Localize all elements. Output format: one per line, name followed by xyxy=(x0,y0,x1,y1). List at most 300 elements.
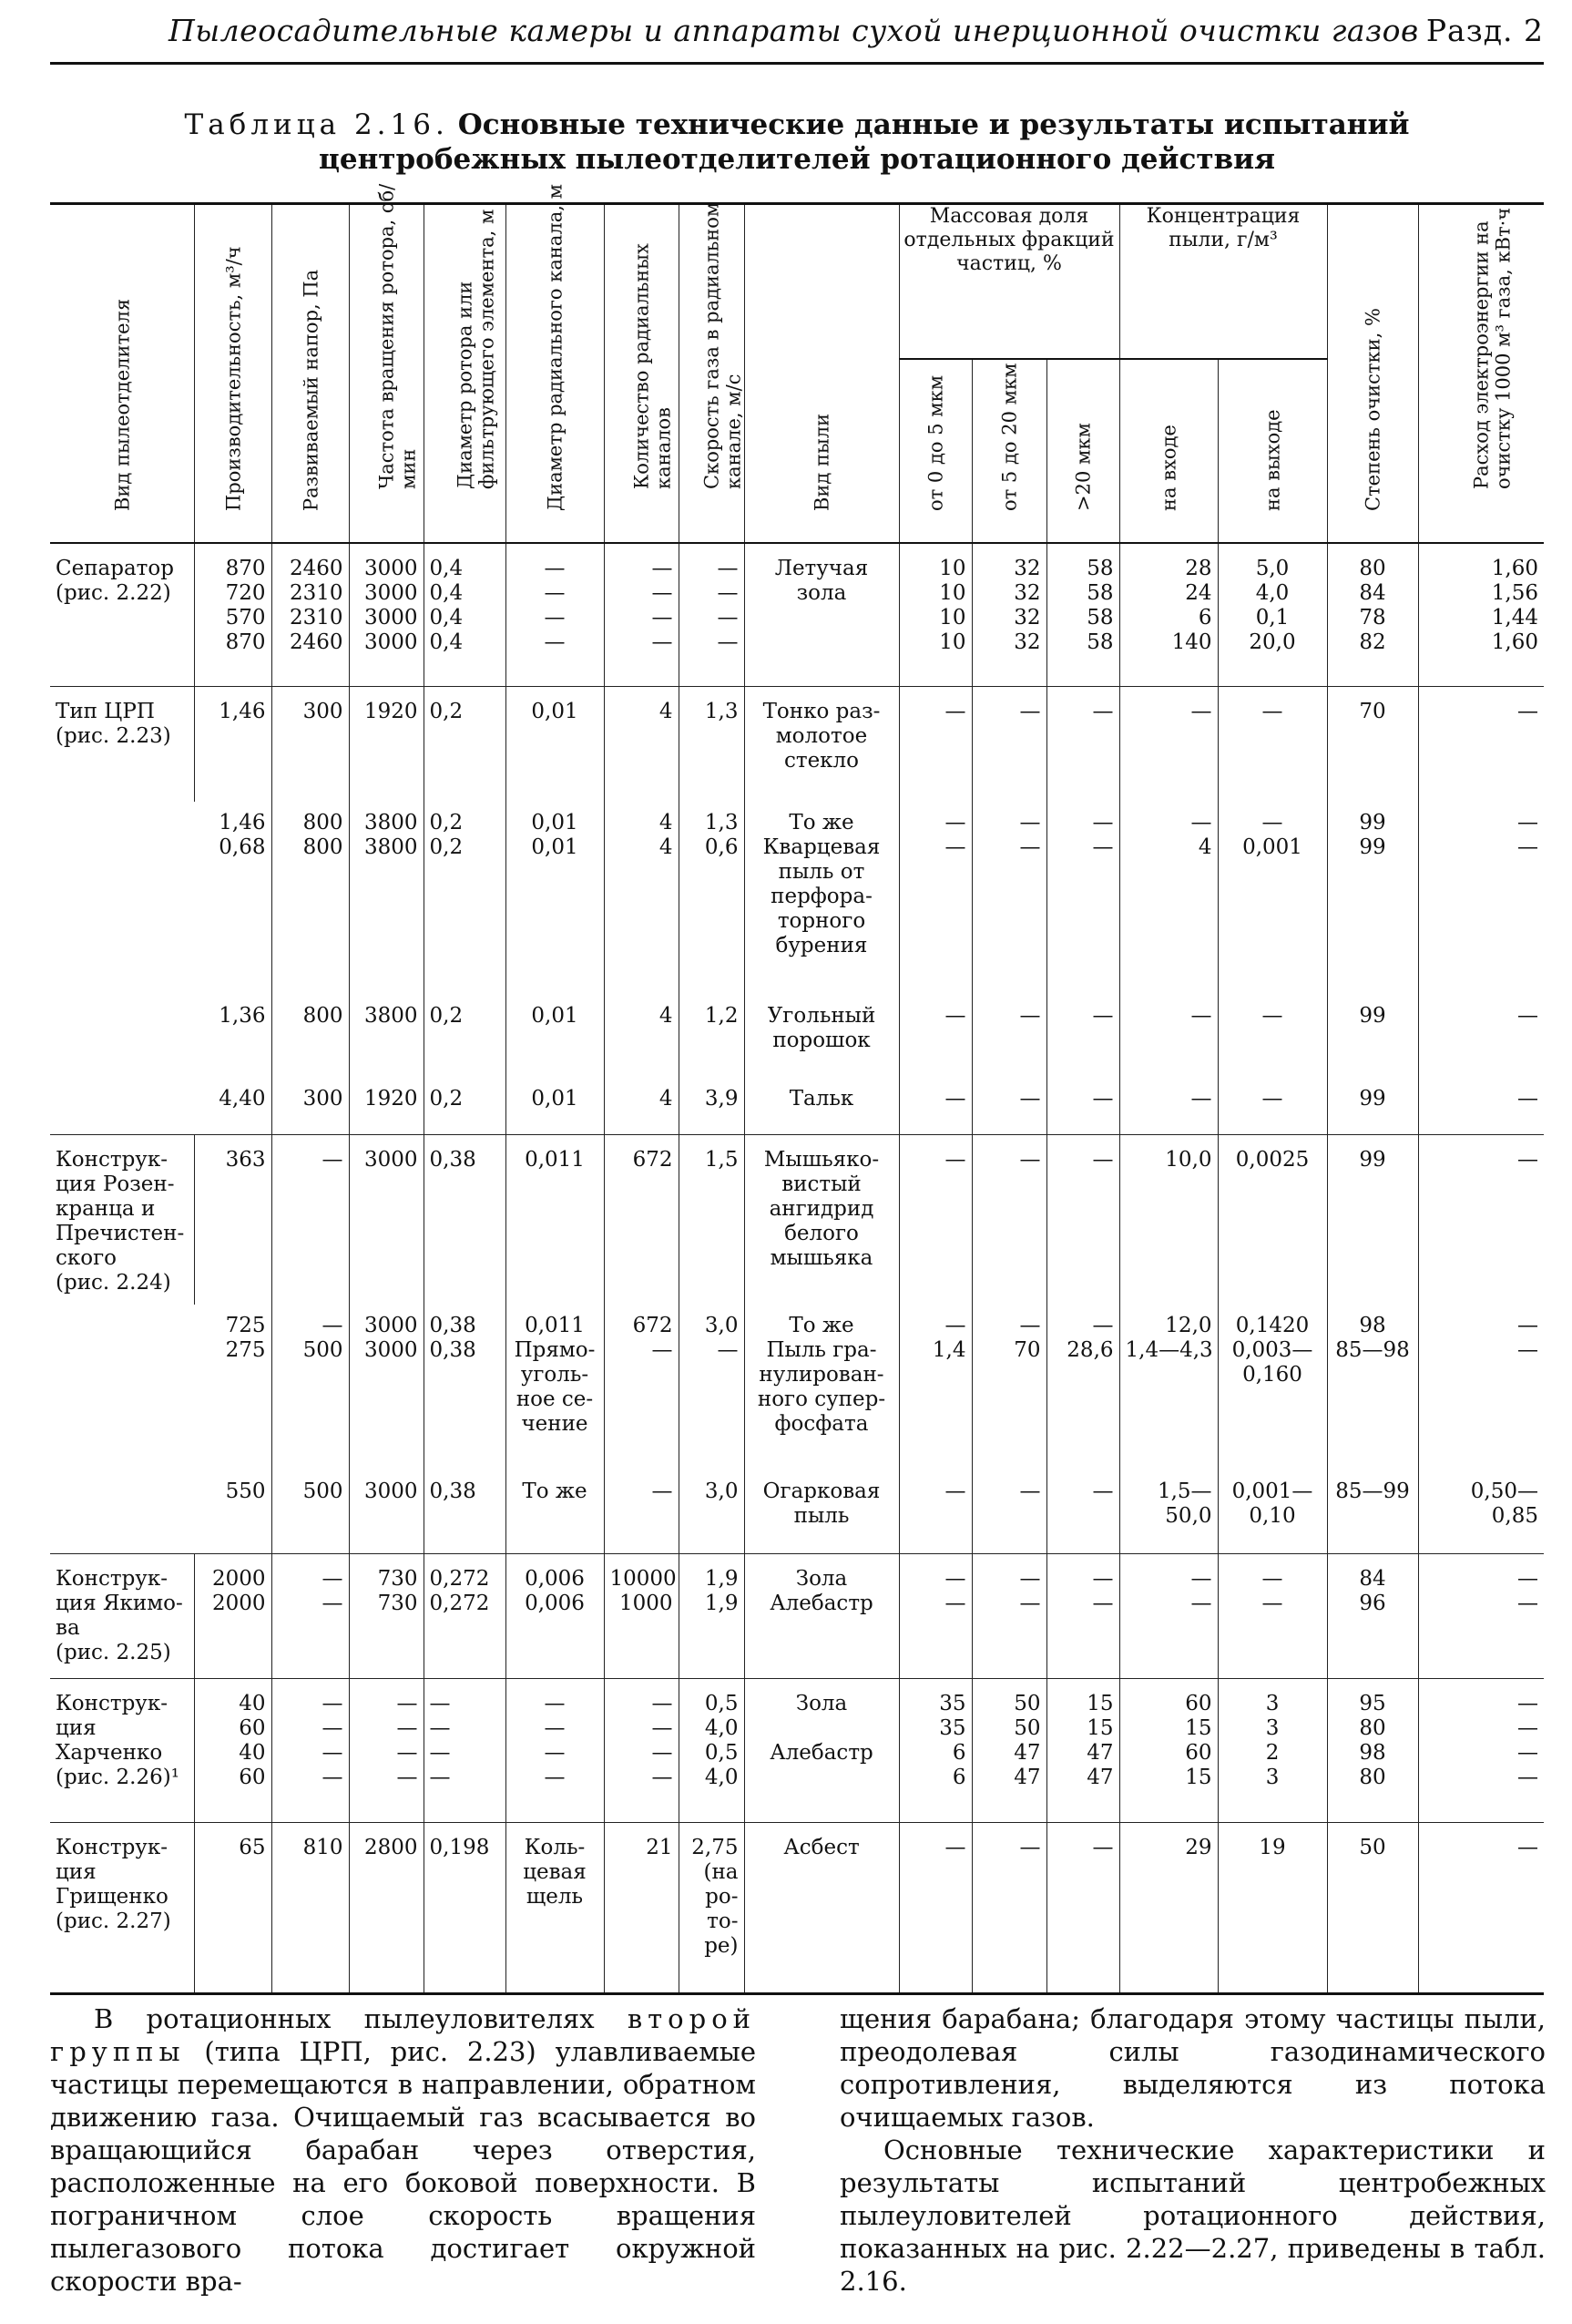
cell-rotor-diameter-line: 0,38 xyxy=(429,1479,476,1503)
table-row xyxy=(50,802,1544,995)
cell-channel-count-line: 4 xyxy=(658,700,673,724)
cell-channel-count-line: — xyxy=(651,1766,673,1790)
cell-frac-5-20-line: — xyxy=(1019,1147,1041,1172)
cell-dust-type xyxy=(744,1134,899,1305)
cell-pressure xyxy=(271,1305,349,1470)
cell-efficiency-line: 85—99 xyxy=(1335,1479,1410,1503)
cell-rotation xyxy=(349,1554,424,1679)
cell-dust-type-line: Пыль гра- xyxy=(766,1338,877,1363)
cell-rotor-diameter-line: 0,4 xyxy=(429,630,464,654)
cell-frac-5-20-line: — xyxy=(1019,1479,1041,1503)
cell-dust-type-line: перфора- xyxy=(771,885,873,909)
cell-dust-type xyxy=(744,995,899,1078)
cell-channel-count xyxy=(604,1078,679,1134)
cell-dust-type-line xyxy=(750,1766,893,1790)
cell-rotation-line: 3000 xyxy=(363,1479,418,1503)
cell-frac-5-20-line: — xyxy=(1019,1314,1041,1338)
cell-frac-5-20-line: — xyxy=(1019,835,1041,860)
cell-gas-speed-line: 1,2 xyxy=(704,1004,739,1029)
cell-dust-type-line: Кварцевая xyxy=(762,835,881,860)
cell-conc-in-line: — xyxy=(1190,1004,1212,1029)
cell-conc-in xyxy=(1119,1078,1218,1134)
cell-dust-type-line: порошок xyxy=(772,1029,871,1053)
cell-pressure-line: 300 xyxy=(302,700,343,724)
cell-capacity-line: 870 xyxy=(225,557,266,580)
header-channel-diameter: Диаметр радиального канала, м xyxy=(505,204,604,544)
cell-dust-type-line: пыль от xyxy=(778,860,865,885)
cell-energy-line: — xyxy=(1517,700,1539,724)
cell-energy xyxy=(1418,1554,1544,1679)
cell-energy-line: — xyxy=(1517,1567,1539,1592)
cell-conc-out xyxy=(1218,1134,1327,1305)
cell-efficiency-line: 98 xyxy=(1359,1741,1386,1766)
header-frac-5-20: от 5 до 20 мкм xyxy=(972,359,1046,543)
cell-efficiency-line: 84 xyxy=(1359,1567,1386,1592)
cell-frac-gt20-line: 58 xyxy=(1087,557,1114,580)
cell-channel-count-line: 4 xyxy=(658,811,673,835)
cell-channel-count-line: 21 xyxy=(646,1835,673,1859)
cell-rotor-diameter-line: 0,38 xyxy=(429,1314,476,1338)
running-title: Пылеосадительные камеры и аппараты сухой инерционной очистки газов xyxy=(168,13,1419,48)
cell-pressure-line: 800 xyxy=(302,1004,343,1029)
cell-channel-diameter-line: 0,01 xyxy=(531,811,578,835)
cell-channel-diameter-line: 0,01 xyxy=(531,1087,578,1111)
cell-capacity xyxy=(194,1554,271,1679)
cell-rotation-line: 3800 xyxy=(363,1004,418,1029)
cell-channel-diameter-line: 0,006 xyxy=(525,1567,585,1592)
cell-gas-speed-line: 2,75 xyxy=(691,1835,739,1859)
header-capacity: Производительность, м³/ч xyxy=(194,204,271,544)
cell-dust-type-line: белого xyxy=(784,1221,859,1245)
cell-frac-0-5 xyxy=(899,1554,972,1679)
cell-frac-0-5-line: — xyxy=(944,1004,966,1029)
cell-rotor-diameter xyxy=(424,995,505,1078)
table-row xyxy=(50,1305,1544,1470)
cell-capacity xyxy=(194,1470,271,1554)
cell-frac-gt20 xyxy=(1046,802,1119,995)
cell-frac-0-5-line: — xyxy=(944,835,966,860)
cell-channel-diameter-line: 0,01 xyxy=(531,700,578,724)
cell-pressure-line: — xyxy=(322,1567,343,1592)
cell-conc-out xyxy=(1218,1679,1327,1822)
cell-dust-type-line: фосфата xyxy=(774,1412,869,1437)
cell-efficiency xyxy=(1327,802,1418,995)
cell-dust-type xyxy=(744,802,899,995)
cell-channel-count xyxy=(604,995,679,1078)
cell-conc-in-line: 15 xyxy=(1185,1716,1212,1741)
cell-rotor-diameter-line: 0,4 xyxy=(429,557,464,580)
cell-dust-type-line: Огарковая xyxy=(762,1479,881,1503)
cell-conc-out-line: 0,001— xyxy=(1231,1479,1313,1503)
cell-frac-gt20-line: 47 xyxy=(1087,1766,1114,1790)
cell-frac-0-5 xyxy=(899,1078,972,1134)
cell-gas-speed-line: — xyxy=(717,581,739,605)
cell-capacity-line: 40 xyxy=(239,1741,266,1766)
cell-efficiency xyxy=(1327,1305,1418,1470)
cell-energy-line: — xyxy=(1517,1592,1539,1616)
cell-frac-0-5-line: 10 xyxy=(939,557,966,580)
cell-frac-gt20-line: — xyxy=(1092,811,1114,835)
cell-gas-speed xyxy=(679,1822,744,1993)
cell-channel-diameter-line: ное се- xyxy=(515,1387,594,1412)
cell-channel-diameter-line: — xyxy=(544,1741,566,1766)
cell-frac-gt20-line: — xyxy=(1092,835,1114,860)
cell-gas-speed xyxy=(679,1078,744,1134)
cell-frac-gt20-line: — xyxy=(1092,700,1114,724)
cell-efficiency xyxy=(1327,543,1418,687)
cell-rotation-line: 730 xyxy=(377,1592,418,1616)
cell-frac-5-20-line: 47 xyxy=(1014,1741,1041,1766)
cell-capacity-line: 60 xyxy=(239,1716,266,1741)
cell-pressure-line: 810 xyxy=(302,1835,343,1859)
cell-conc-out-line: 0,160 xyxy=(1242,1363,1302,1387)
cell-frac-5-20 xyxy=(972,543,1046,687)
cell-frac-5-20-line: 32 xyxy=(1014,630,1041,654)
cell-efficiency-line: 80 xyxy=(1359,1766,1386,1790)
cell-frac-0-5 xyxy=(899,1822,972,1993)
table-caption xyxy=(50,107,1544,177)
cell-conc-in xyxy=(1119,802,1218,995)
table-row xyxy=(50,1554,1544,1679)
cell-separator-type xyxy=(50,1822,194,1993)
cell-frac-gt20-line: 58 xyxy=(1087,606,1114,630)
cell-capacity xyxy=(194,1822,271,1993)
cell-pressure xyxy=(271,995,349,1078)
cell-frac-0-5-line: — xyxy=(944,1479,966,1503)
cell-channel-count-line: 4 xyxy=(658,1004,673,1029)
cell-conc-out-line: 0,0025 xyxy=(1235,1147,1310,1172)
cell-frac-gt20 xyxy=(1046,1134,1119,1305)
cell-rotor-diameter-line: — xyxy=(429,1741,451,1766)
header-conc-in: на входе xyxy=(1119,359,1218,543)
cell-frac-0-5 xyxy=(899,1305,972,1470)
cell-conc-out-line: 3 xyxy=(1265,1766,1280,1790)
cell-frac-gt20 xyxy=(1046,995,1119,1078)
cell-channel-diameter-line: цевая xyxy=(523,1859,587,1884)
table-row xyxy=(50,687,1544,803)
cell-energy xyxy=(1418,687,1544,803)
cell-channel-diameter xyxy=(505,687,604,803)
cell-efficiency-line: 85—98 xyxy=(1335,1338,1410,1363)
cell-dust-type-line: Тальк xyxy=(789,1087,854,1111)
cell-pressure xyxy=(271,1554,349,1679)
cell-gas-speed-line: 0,6 xyxy=(704,835,739,860)
cell-gas-speed xyxy=(679,1305,744,1470)
cell-gas-speed-line: 1,9 xyxy=(704,1592,739,1616)
cell-rotation xyxy=(349,1470,424,1554)
cell-gas-speed-line: 3,9 xyxy=(704,1087,739,1111)
cell-efficiency-line: 99 xyxy=(1359,1004,1386,1029)
cell-channel-diameter-line: — xyxy=(544,581,566,605)
cell-frac-gt20-line: — xyxy=(1092,1004,1114,1029)
cell-capacity-line: 0,68 xyxy=(219,835,266,860)
cell-frac-5-20 xyxy=(972,1822,1046,1993)
cell-frac-gt20-line: 47 xyxy=(1087,1741,1114,1766)
cell-rotor-diameter-line: 0,38 xyxy=(429,1147,476,1172)
cell-rotor-diameter xyxy=(424,1134,505,1305)
cell-conc-in-line: 15 xyxy=(1185,1766,1212,1790)
cell-rotation xyxy=(349,1134,424,1305)
cell-energy-line: 1,60 xyxy=(1491,630,1539,654)
cell-channel-diameter-line: — xyxy=(544,1716,566,1741)
cell-frac-0-5-line: — xyxy=(944,811,966,835)
cell-efficiency-line: 80 xyxy=(1359,557,1386,580)
cell-dust-type-line: ангидрид xyxy=(769,1196,874,1221)
header-concentration: Концентрация пыли, г/м³ xyxy=(1119,204,1327,360)
cell-channel-diameter-line: 0,01 xyxy=(531,835,578,860)
table-row xyxy=(50,1822,1544,1993)
separator-type-line: ция Якимо- xyxy=(56,1592,183,1616)
cell-efficiency xyxy=(1327,1134,1418,1305)
cell-energy xyxy=(1418,995,1544,1078)
cell-frac-5-20-line: 32 xyxy=(1014,606,1041,630)
cell-conc-out-line: 0,10 xyxy=(1249,1503,1296,1528)
cell-capacity-line: 870 xyxy=(225,630,266,654)
cell-rotor-diameter xyxy=(424,802,505,995)
cell-conc-out-line: 0,1420 xyxy=(1235,1314,1310,1338)
cell-pressure xyxy=(271,1470,349,1554)
header-mass-fraction: Массовая доля отдельных фракций частиц, % xyxy=(899,204,1119,360)
cell-frac-gt20 xyxy=(1046,1554,1119,1679)
cell-channel-diameter xyxy=(505,1554,604,1679)
cell-energy-line: — xyxy=(1517,1087,1539,1111)
cell-channel-count xyxy=(604,543,679,687)
cell-gas-speed xyxy=(679,1679,744,1822)
cell-rotation-line: — xyxy=(396,1741,418,1766)
cell-frac-0-5 xyxy=(899,1679,972,1822)
cell-rotor-diameter-line: 0,2 xyxy=(429,811,464,835)
cell-capacity-line: 720 xyxy=(225,581,266,605)
cell-dust-type-line: пыль xyxy=(793,1503,850,1528)
cell-energy xyxy=(1418,1679,1544,1822)
cell-conc-in xyxy=(1119,687,1218,803)
cell-pressure-line: 2460 xyxy=(289,557,343,580)
prose-right-column xyxy=(840,2002,1546,2298)
cell-rotor-diameter-line: 0,272 xyxy=(429,1592,490,1616)
cell-frac-0-5 xyxy=(899,1470,972,1554)
table-row xyxy=(50,1679,1544,1822)
cell-conc-in-line: — xyxy=(1190,1592,1212,1616)
cell-frac-gt20 xyxy=(1046,1305,1119,1470)
cell-conc-out xyxy=(1218,1305,1327,1470)
cell-conc-in-line: — xyxy=(1190,811,1212,835)
cell-efficiency-line: 78 xyxy=(1359,606,1386,630)
cell-channel-count xyxy=(604,802,679,995)
cell-rotation-line: — xyxy=(396,1766,418,1790)
cell-conc-in xyxy=(1119,543,1218,687)
cell-gas-speed xyxy=(679,1134,744,1305)
cell-dust-type-line: молотое xyxy=(775,724,868,749)
cell-channel-count-line: — xyxy=(651,1741,673,1766)
cell-frac-5-20-line: — xyxy=(1019,1004,1041,1029)
cell-efficiency xyxy=(1327,687,1418,803)
cell-pressure-line: 2460 xyxy=(289,630,343,654)
cell-gas-speed-line: ро- xyxy=(705,1884,739,1909)
cell-efficiency xyxy=(1327,1822,1418,1993)
cell-efficiency-line: 99 xyxy=(1359,811,1386,835)
cell-channel-count-line: 1000 xyxy=(618,1592,673,1616)
cell-frac-0-5-line: 10 xyxy=(939,630,966,654)
cell-rotor-diameter-line: — xyxy=(429,1716,451,1741)
cell-efficiency-line: 80 xyxy=(1359,1716,1386,1741)
cell-conc-out-line: — xyxy=(1261,1592,1283,1616)
cell-capacity-line: 2000 xyxy=(211,1592,266,1616)
cell-frac-gt20-line: — xyxy=(1092,1567,1114,1592)
cell-energy xyxy=(1418,1078,1544,1134)
cell-conc-in-line: 50,0 xyxy=(1165,1503,1212,1528)
cell-frac-5-20 xyxy=(972,995,1046,1078)
cell-rotation-line: 3000 xyxy=(363,557,418,580)
cell-conc-out xyxy=(1218,1554,1327,1679)
cell-rotation-line: — xyxy=(396,1716,418,1741)
cell-conc-in xyxy=(1119,1470,1218,1554)
cell-dust-type-line: стекло xyxy=(783,749,860,773)
cell-energy-line: — xyxy=(1517,1338,1539,1363)
cell-dust-type xyxy=(744,1470,899,1554)
cell-gas-speed-line: 0,5 xyxy=(704,1741,739,1766)
cell-rotation-line: 3800 xyxy=(363,811,418,835)
cell-pressure xyxy=(271,1134,349,1305)
cell-capacity-line: 363 xyxy=(225,1147,266,1172)
cell-channel-count-line: — xyxy=(651,1338,673,1363)
cell-frac-0-5 xyxy=(899,802,972,995)
cell-pressure-line: — xyxy=(322,1766,343,1790)
cell-efficiency-line: 70 xyxy=(1359,700,1386,724)
caption-title-line2: центробежных пылеотделителей ротационного действия xyxy=(318,143,1276,176)
cell-rotation xyxy=(349,1078,424,1134)
cell-efficiency-line: 84 xyxy=(1359,581,1386,605)
header-energy: Расход электроэнергии на очистку 1000 м³ газа, кВт·ч xyxy=(1418,204,1544,544)
cell-energy-line: — xyxy=(1517,811,1539,835)
cell-rotor-diameter xyxy=(424,687,505,803)
cell-conc-in-line: 24 xyxy=(1185,581,1212,605)
cell-pressure-line: — xyxy=(322,1716,343,1741)
cell-frac-0-5-line: 35 xyxy=(939,1716,966,1741)
cell-rotor-diameter-line: 0,38 xyxy=(429,1338,476,1363)
cell-frac-5-20-line: — xyxy=(1019,700,1041,724)
cell-frac-5-20 xyxy=(972,1078,1046,1134)
cell-rotor-diameter xyxy=(424,1305,505,1470)
cell-energy xyxy=(1418,802,1544,995)
cell-channel-diameter-line: Прямо- xyxy=(514,1338,596,1363)
cell-efficiency xyxy=(1327,1554,1418,1679)
cell-energy-line: 1,56 xyxy=(1491,581,1539,605)
cell-channel-count xyxy=(604,1822,679,1993)
cell-rotation-line: 3000 xyxy=(363,1314,418,1338)
cell-conc-out-line: 5,0 xyxy=(1255,557,1290,580)
cell-gas-speed xyxy=(679,1470,744,1554)
cell-energy-line: — xyxy=(1517,1835,1539,1859)
header-rule xyxy=(50,62,1544,65)
cell-frac-0-5-line: 1,4 xyxy=(932,1338,966,1363)
separator-type-line: Конструк- xyxy=(56,1147,168,1172)
separator-type-line: (рис. 2.23) xyxy=(56,724,171,749)
cell-gas-speed-line: 4,0 xyxy=(704,1716,739,1741)
separator-type-line: Харченко xyxy=(56,1741,163,1766)
cell-frac-5-20-line: — xyxy=(1019,1567,1041,1592)
cell-frac-gt20-line: — xyxy=(1092,1147,1114,1172)
separator-type-line: ция xyxy=(56,1716,97,1741)
cell-frac-gt20-line: 58 xyxy=(1087,630,1114,654)
separator-type-line: Сепаратор xyxy=(56,557,174,580)
cell-channel-diameter-line: То же xyxy=(522,1479,587,1503)
cell-efficiency-line: 98 xyxy=(1359,1314,1386,1338)
cell-rotation xyxy=(349,1679,424,1822)
cell-frac-5-20-line: — xyxy=(1019,1835,1041,1859)
cell-frac-gt20-line: 15 xyxy=(1087,1716,1114,1741)
cell-conc-out-line: 3 xyxy=(1265,1716,1280,1741)
cell-capacity-line: 4,40 xyxy=(219,1087,266,1111)
cell-energy-line: 1,44 xyxy=(1491,606,1539,630)
cell-dust-type-line xyxy=(750,1716,893,1741)
cell-gas-speed xyxy=(679,995,744,1078)
cell-pressure-line: 800 xyxy=(302,835,343,860)
cell-channel-diameter-line: — xyxy=(544,606,566,630)
cell-channel-count xyxy=(604,1305,679,1470)
data-table xyxy=(50,183,1544,1995)
separator-type-line: ва xyxy=(56,1616,80,1641)
cell-frac-0-5-line: 6 xyxy=(952,1766,966,1790)
cell-capacity-line: 1,46 xyxy=(219,811,266,835)
cell-frac-0-5 xyxy=(899,687,972,803)
cell-dust-type-line: Зола xyxy=(795,1692,848,1716)
cell-conc-out-line: 0,1 xyxy=(1255,606,1290,630)
cell-conc-out-line: 4,0 xyxy=(1255,581,1290,605)
cell-dust-type-line: Алебастр xyxy=(770,1741,873,1766)
cell-rotation-line: 3000 xyxy=(363,1147,418,1172)
cell-frac-gt20-line: — xyxy=(1092,1592,1114,1616)
cell-capacity xyxy=(194,1078,271,1134)
section-label: Разд. 2 xyxy=(1425,13,1544,48)
cell-conc-out xyxy=(1218,1078,1327,1134)
cell-dust-type xyxy=(744,1554,899,1679)
cell-gas-speed-line: — xyxy=(717,1338,739,1363)
cell-conc-in-line: 60 xyxy=(1185,1741,1212,1766)
cell-capacity xyxy=(194,995,271,1078)
cell-energy xyxy=(1418,1470,1544,1554)
cell-rotation-line: — xyxy=(396,1692,418,1716)
cell-frac-0-5-line: — xyxy=(944,1147,966,1172)
cell-gas-speed-line: 3,0 xyxy=(704,1479,739,1503)
cell-capacity xyxy=(194,1679,271,1822)
cell-efficiency-line: 99 xyxy=(1359,835,1386,860)
cell-frac-0-5 xyxy=(899,1134,972,1305)
cell-conc-in-line: 1,5— xyxy=(1157,1479,1212,1503)
cell-conc-out-line: 0,001 xyxy=(1242,835,1302,860)
cell-efficiency-line: 50 xyxy=(1359,1835,1386,1859)
cell-frac-0-5 xyxy=(899,995,972,1078)
separator-type-line: ция xyxy=(56,1859,97,1884)
cell-frac-gt20 xyxy=(1046,543,1119,687)
cell-frac-gt20-line: 15 xyxy=(1087,1692,1114,1716)
cell-energy-line: — xyxy=(1517,1147,1539,1172)
cell-channel-diameter xyxy=(505,1078,604,1134)
cell-rotation xyxy=(349,687,424,803)
cell-pressure xyxy=(271,543,349,687)
header-pressure: Развиваемый напор, Па xyxy=(271,204,349,544)
cell-channel-count-line: — xyxy=(651,630,673,654)
cell-channel-diameter-line: 0,011 xyxy=(525,1147,585,1172)
cell-channel-count-line: — xyxy=(651,1716,673,1741)
cell-gas-speed-line: 1,3 xyxy=(704,700,739,724)
cell-gas-speed xyxy=(679,543,744,687)
cell-energy xyxy=(1418,1134,1544,1305)
cell-conc-in-line: — xyxy=(1190,700,1212,724)
cell-channel-count xyxy=(604,1679,679,1822)
cell-capacity-line: 60 xyxy=(239,1766,266,1790)
cell-rotor-diameter-line: 0,4 xyxy=(429,606,464,630)
cell-conc-in-line: 1,4—4,3 xyxy=(1125,1338,1213,1363)
